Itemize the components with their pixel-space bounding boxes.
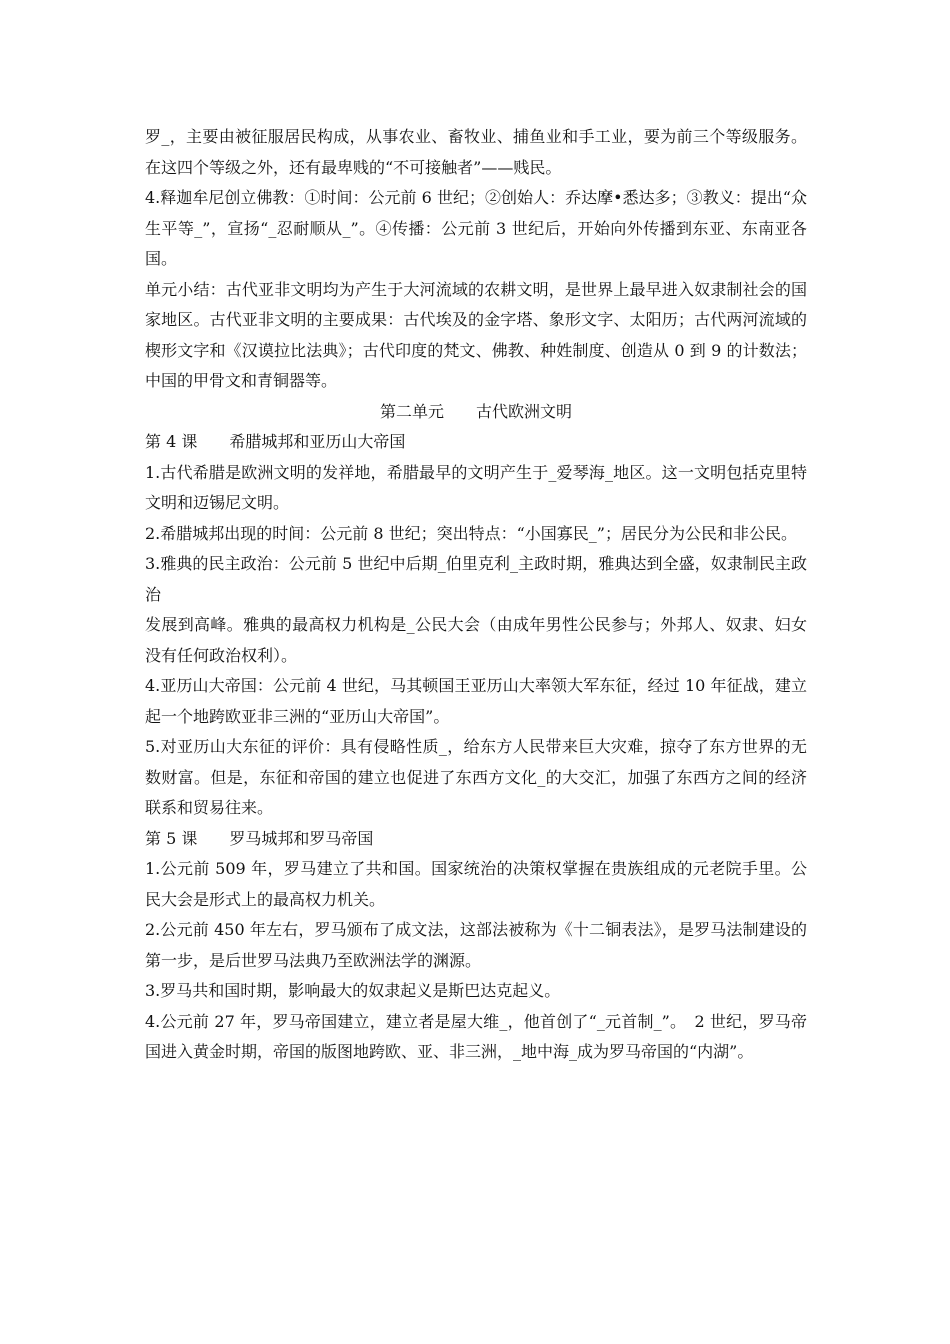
lesson-5-heading: 第 5 课 罗马城邦和罗马帝国 xyxy=(145,828,374,848)
roman-republic-paragraph: 1.公元前 509 年，罗马建立了共和国。国家统治的决策权掌握在贵族组成的元老院手里。公民大会是形式上的最高权力机关。 xyxy=(145,859,807,909)
caste-continuation-paragraph: 罗_，主要由被征服居民构成，从事农业、畜牧业、捕鱼业和手工业，要为前三个等级服务。在这四个等级之外，还有最卑贱的“不可接触者”——贱民。 xyxy=(145,127,807,177)
spartacus-paragraph: 3.罗马共和国时期，影响最大的奴隶起义是斯巴达克起义。 xyxy=(145,981,561,1000)
twelve-tables-paragraph: 2.公元前 450 年左右，罗马颁布了成文法，这部法被称为《十二铜表法》，是罗马法制建设的第一步，是后世罗马法典乃至欧洲法学的渊源。 xyxy=(145,920,807,970)
buddhism-paragraph: 4.释迦牟尼创立佛教：①时间：公元前 6 世纪；②创始人：乔达摩•悉达多；③教义：提出“众生平等_”，宣扬“_忍耐顺从_”。④传播：公元前 3 世纪后，开始向外传播到东亚、东南亚各国。 xyxy=(145,188,807,268)
unit-two-heading: 第二单元 古代欧洲文明 xyxy=(379,401,572,421)
unit-summary-paragraph: 单元小结：古代亚非文明均为产生于大河流域的农耕文明，是世界上最早进入奴隶制社会的国家地区。古代亚非文明的主要成果：古代埃及的金字塔、象形文字、太阳历；古代两河流域的楔形文字和《汉谟拉比法典》；古代印度的梵文、佛教、种姓制度、创造从 0 到 9 的计数法；中国的甲骨文和青铜器等。 xyxy=(145,279,807,390)
greek-origin-paragraph: 1.古代希腊是欧洲文明的发祥地，希腊最早的文明产生于_爱琴海_地区。这一文明包括克里特文明和迈锡尼文明。 xyxy=(145,462,807,512)
alexander-empire-paragraph: 4.亚历山大帝国：公元前 4 世纪，马其顿国王亚历山大率领大军东征，经过 10 年征战，建立起一个地跨欧亚非三洲的“亚历山大帝国”。 xyxy=(145,676,807,726)
athens-democracy-paragraph: 3.雅典的民主政治：公元前 5 世纪中后期_伯里克利_主政时期，雅典达到全盛，奴隶制民主政治 xyxy=(145,554,807,604)
roman-empire-paragraph: 4.公元前 27 年，罗马帝国建立，建立者是屋大维_，他首创了“_元首制_”。 2 世纪，罗马帝国进入黄金时期，帝国的版图地跨欧、亚、非三洲，_地中海_成为罗马帝国的“内湖”。 xyxy=(145,1011,807,1061)
eastern-expedition-evaluation-paragraph: 5.对亚历山大东征的评价：具有侵略性质_，给东方人民带来巨大灾难，掠夺了东方世界的无数财富。但是，东征和帝国的建立也促进了东西方文化_的大交汇，加强了东西方之间的经济联系和贸易往来。 xyxy=(145,737,807,817)
lesson-4-heading: 第 4 课 希腊城邦和亚历山大帝国 xyxy=(145,432,406,451)
city-state-paragraph: 2.希腊城邦出现的时间：公元前 8 世纪；突出特点：“小国寡民_”；居民分为公民和非公民。 xyxy=(145,523,797,543)
document-page xyxy=(145,122,807,1068)
athens-democracy-continued-paragraph: 发展到高峰。雅典的最高权力机构是_公民大会（由成年男性公民参与；外邦人、奴隶、妇女没有任何政治权利）。 xyxy=(145,615,807,665)
